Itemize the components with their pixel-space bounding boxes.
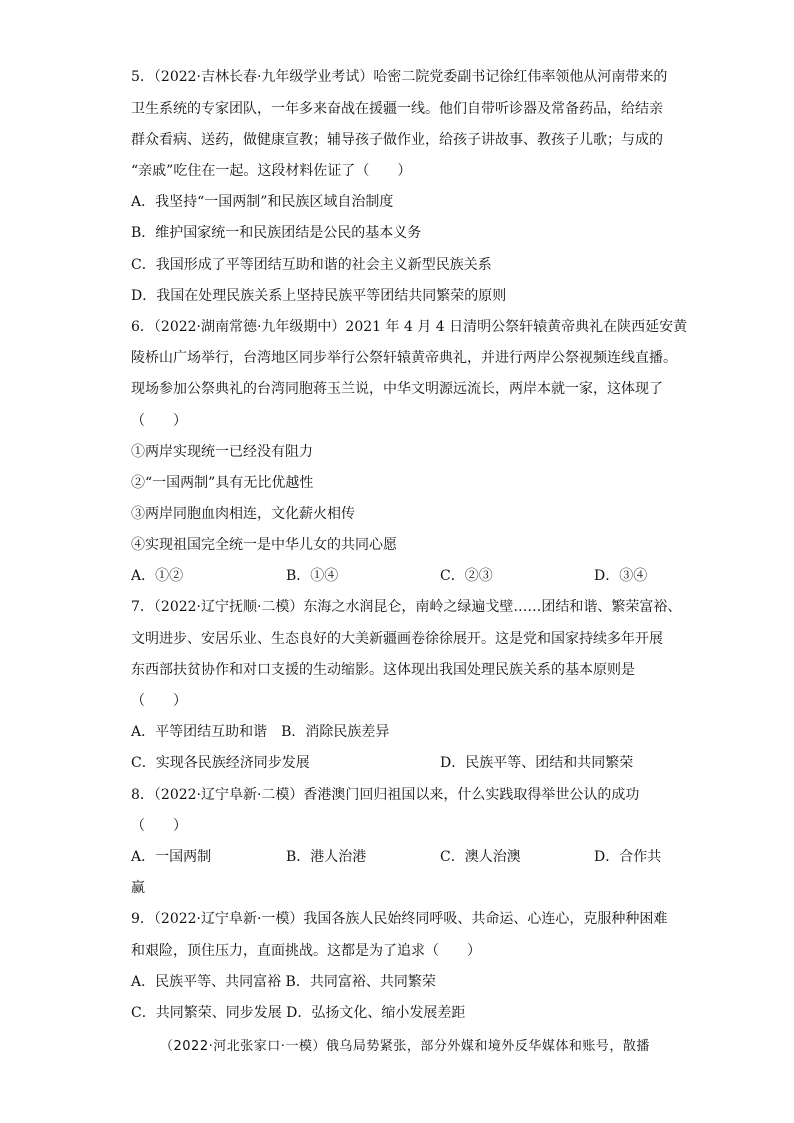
next-question-line: （2022·河北张家口·一模）俄乌局势紧张，部分外媒和境外反华媒体和账号，散播 xyxy=(160,1039,650,1054)
question-5-line-3: 群众看病、送药，做健康宣教；辅导孩子做作业，给孩子讲故事、教孩子儿歌；与成的 xyxy=(131,132,663,148)
question-6-line-4: （ ） xyxy=(131,413,187,429)
question-6-statement-2: ②“一国两制”具有无比优越性 xyxy=(131,475,314,491)
question-8-option-b: B．港人治港 xyxy=(286,849,367,865)
question-6-statement-4: ④实现祖国完全统一是中华儿女的共同心愿 xyxy=(131,537,397,553)
question-5-option-b: B．维护国家统一和民族团结是公民的基本义务 xyxy=(131,225,422,241)
question-8-option-d-wrap: 赢 xyxy=(131,880,145,896)
question-6-line-1: 6．（2022·湖南常德·九年级期中）2021 年 4 月 4 日清明公祭轩辕黄帝典礼在陕西延安黄 xyxy=(131,319,688,335)
question-7-line-2: 文明进步、安居乐业、生态良好的大美新疆画卷徐徐展开。这是党和国家持续多年开展 xyxy=(131,631,663,647)
question-6-statement-1: ①两岸实现统一已经没有阻力 xyxy=(131,444,313,460)
question-5-line-1: 5．（2022·吉林长春·九年级学业考试）哈密二院党委副书记徐红伟率领他从河南带来的 xyxy=(131,69,668,85)
question-9-option-ab: A．民族平等、共同富裕 B．共同富裕、共同繁荣 xyxy=(131,974,436,990)
question-5-line-2: 卫生系统的专家团队，一年多来奋战在援疆一线。他们自带听诊器及常备药品，给结亲 xyxy=(131,101,663,117)
question-8-option-d: D．合作共 xyxy=(594,849,662,865)
question-9-line-2: 和艰险，顶住压力，直面挑战。这都是为了追求（ ） xyxy=(131,943,481,959)
question-7-line-1: 7．（2022·辽宁抚顺·二模）东海之水润昆仑，南岭之绿遍戈壁……团结和谐、繁荣富裕、 xyxy=(131,599,682,615)
question-8-option-a: A．一国两制 xyxy=(131,849,212,865)
question-6-line-3: 现场参加公祭典礼的台湾同胞蒋玉兰说，中华文明源远流长，两岸本就一家，这体现了 xyxy=(131,381,663,397)
question-8-line-2: （ ） xyxy=(131,818,187,834)
question-5-option-a: A．我坚持“一国两制”和民族区域自治制度 xyxy=(131,194,394,210)
question-8-option-c: C．澳人治澳 xyxy=(440,849,521,865)
question-7-option-d: D．民族平等、团结和共同繁荣 xyxy=(440,755,634,771)
question-6-option-d: D．③④ xyxy=(594,568,648,584)
question-6-option-a: A．①② xyxy=(131,568,184,584)
question-5-option-c: C．我国形成了平等团结互助和谐的社会主义新型民族关系 xyxy=(131,257,492,273)
question-7-option-ab: A．平等团结互助和谐 B．消除民族差异 xyxy=(131,724,390,740)
question-6-statement-3: ③两岸同胞血肉相连，文化薪火相传 xyxy=(131,506,355,522)
question-9-line-1: 9．（2022·辽宁阜新·一模）我国各族人民始终同呼吸、共命运、心连心，克服种种困难 xyxy=(131,911,668,927)
question-8-line-1: 8．（2022·辽宁阜新·二模）香港澳门回归祖国以来，什么实践取得举世公认的成功 xyxy=(131,787,640,803)
question-6-option-b: B．①④ xyxy=(286,568,339,584)
question-9-option-cd: C．共同繁荣、同步发展 D．弘扬文化、缩小发展差距 xyxy=(131,1005,466,1021)
question-5-line-4: “亲戚”吃住在一起。这段材料佐证了（ ） xyxy=(131,163,412,179)
question-6-line-2: 陵桥山广场举行，台湾地区同步举行公祭轩辕黄帝典礼，并进行两岸公祭视频连线直播。 xyxy=(131,350,677,366)
question-7-line-3: 东西部扶贫协作和对口支援的生动缩影。这体现出我国处理民族关系的基本原则是 xyxy=(131,662,635,678)
question-5-option-d: D．我国在处理民族关系上坚持民族平等团结共同繁荣的原则 xyxy=(131,288,507,304)
question-7-line-4: （ ） xyxy=(131,693,187,709)
question-7-option-c: C．实现各民族经济同步发展 xyxy=(131,755,310,771)
question-6-option-c: C．②③ xyxy=(440,568,493,584)
